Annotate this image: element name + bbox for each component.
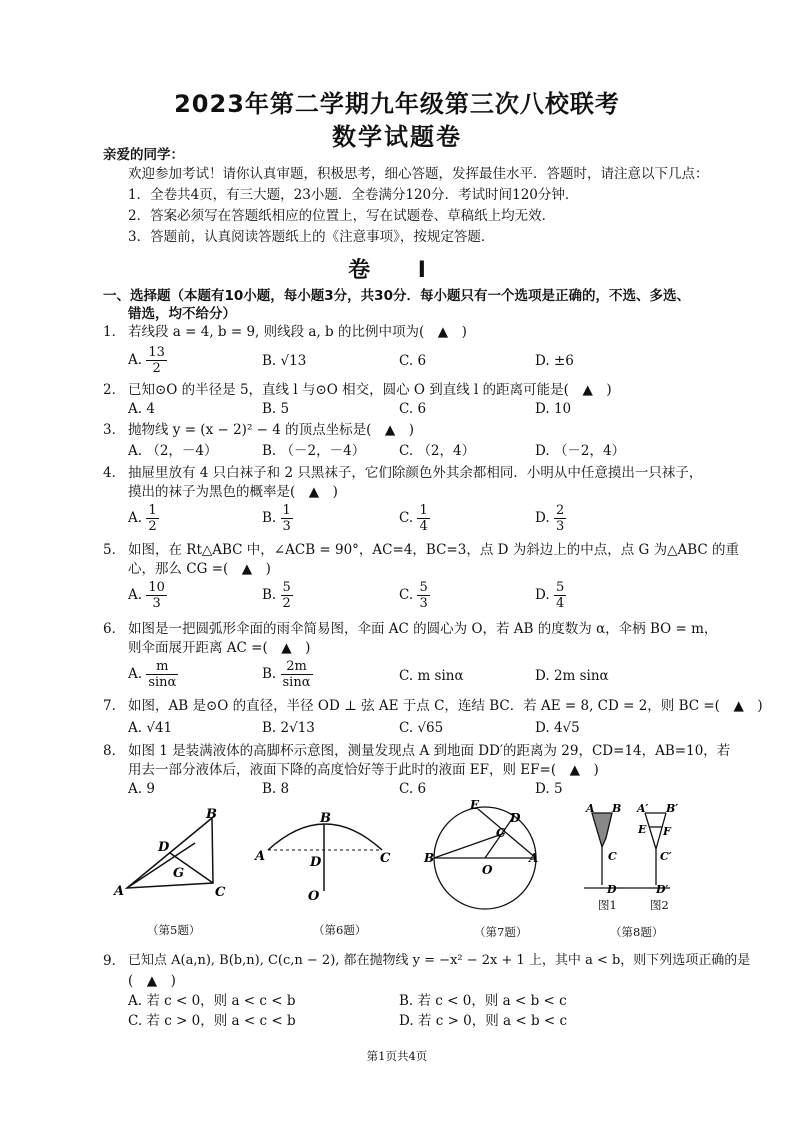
q8-option-b: B. 8 xyxy=(262,781,290,797)
caption-q5: （第5题） xyxy=(147,923,201,937)
note-1: 1．全卷共4页，有三大题，23小题．全卷满分120分．考试时间120分钟． xyxy=(128,187,579,203)
q7-option-c: C. √65 xyxy=(399,720,444,736)
q9-number: 9． xyxy=(103,953,126,969)
svg-text:C: C xyxy=(215,885,226,900)
q9-option-d: D. 若 c > 0，则 a < b < c xyxy=(399,1013,568,1029)
caption-q7: （第7题） xyxy=(474,925,528,939)
q1-option-d: D. ±6 xyxy=(535,353,574,369)
q3-option-b: B. （－2，－4） xyxy=(262,443,366,459)
q5-option-d: D. $\frac{5}{4}$ xyxy=(535,580,565,611)
q9-option-c: C. 若 c > 0，则 a < c < b xyxy=(128,1013,296,1029)
svg-text:D: D xyxy=(310,855,322,870)
svg-text:B: B xyxy=(320,811,331,826)
svg-text:A: A xyxy=(255,849,266,864)
svg-text:A: A xyxy=(586,802,595,815)
greeting: 亲爱的同学： xyxy=(103,147,184,163)
figure-6-umbrella xyxy=(268,824,382,891)
svg-text:B′: B′ xyxy=(666,802,679,815)
q4-option-c: C. $\frac{1}{4}$ xyxy=(399,503,428,534)
figure-7-circle xyxy=(434,807,539,909)
caption-fig1: 图1 xyxy=(598,898,617,912)
q8-option-c: C. 6 xyxy=(399,781,427,797)
q3-option-a: A. （2，－4） xyxy=(128,443,218,459)
q1-stem: 若线段 a = 4, b = 9, 则线段 a, b 的比例中项为( ▲ ) xyxy=(128,324,467,340)
q4-option-a: A. $\frac{1}{2}$ xyxy=(128,503,157,534)
svg-text:B: B xyxy=(612,802,622,815)
q3-number: 3． xyxy=(103,422,126,438)
q6-option-a: A. $\frac{m}{\sin\alpha}$ xyxy=(128,659,177,690)
q2-option-a: A. 4 xyxy=(128,401,155,417)
q2-option-b: B. 5 xyxy=(262,401,290,417)
q2-option-d: D. 10 xyxy=(535,401,572,417)
q6-stem-cont: 则伞面展开距离 AC =( ▲ ) xyxy=(128,640,311,656)
exam-subtitle: 数学试题卷 xyxy=(332,123,462,151)
svg-text:O: O xyxy=(482,863,493,877)
q8-stem-cont: 用去一部分液体后，液面下降的高度恰好等于此时的液面 EF，则 EF=( ▲ ) xyxy=(128,762,599,778)
q7-number: 7． xyxy=(103,698,126,714)
q7-option-d: D. 4√5 xyxy=(535,720,580,736)
q4-stem: 抽屉里放有 4 只白袜子和 2 只黑袜子，它们除颜色外其余都相同．小明从中任意摸出一只袜子， xyxy=(128,465,703,481)
page-footer: 第1页共4页 xyxy=(366,1049,428,1063)
q5-option-b: B. $\frac{5}{2}$ xyxy=(262,580,291,611)
figure-5-triangle xyxy=(127,818,213,888)
q4-option-b: B. $\frac{1}{3}$ xyxy=(262,503,291,534)
q5-number: 5． xyxy=(103,542,126,558)
q4-stem-cont: 摸出的袜子为黑色的概率是( ▲ ) xyxy=(128,484,338,500)
q1-option-a: A. $\frac{13}{2}$ xyxy=(128,345,165,376)
q5-option-a: A. $\frac{10}{3}$ xyxy=(128,580,165,611)
svg-text:A: A xyxy=(114,884,125,899)
svg-text:E: E xyxy=(470,800,480,812)
q8-option-a: A. 9 xyxy=(128,781,155,797)
intro-text: 欢迎参加考试！请你认真审题，积极思考，细心答题，发挥最佳水平．答题时，请注意以下几点： xyxy=(128,166,709,182)
svg-text:A: A xyxy=(529,851,539,865)
q7-option-a: A. √41 xyxy=(128,720,173,736)
q6-stem: 如图是一把圆弧形伞面的雨伞简易图，伞面 AC 的圆心为 O，若 AB 的度数为 α，伞柄 BO = m， xyxy=(128,621,718,637)
q6-option-b: B. $\frac{2m}{\sin\alpha}$ xyxy=(262,659,311,690)
note-3: 3．答题前，认真阅读答题纸上的《注意事项》，按规定答题． xyxy=(128,229,495,245)
figure-8-goblets xyxy=(584,813,670,888)
svg-text:A′: A′ xyxy=(637,802,649,815)
svg-text:C: C xyxy=(608,850,617,863)
svg-text:F: F xyxy=(663,825,671,838)
caption-q8: （第8题） xyxy=(610,925,664,939)
q8-option-d: D. 5 xyxy=(535,781,563,797)
q1-option-b: B. √13 xyxy=(262,353,307,369)
svg-text:B: B xyxy=(206,807,217,822)
q8-number: 8． xyxy=(103,743,126,759)
q3-stem: 抛物线 y = (x − 2)² − 4 的顶点坐标是( ▲ ) xyxy=(128,422,415,438)
q6-number: 6． xyxy=(103,621,126,637)
svg-text:O: O xyxy=(308,889,320,904)
q2-number: 2． xyxy=(103,382,126,398)
svg-text:D′: D′ xyxy=(656,883,669,896)
q8-stem: 如图 1 是装满液体的高脚杯示意图，测量发现点 A 到地面 DD′的距离为 29，CD=14，AB=10，若 xyxy=(128,743,731,759)
section-title: 卷 Ⅰ xyxy=(348,258,446,283)
svg-text:D: D xyxy=(158,840,170,855)
note-2: 2．答案必须写在答题纸相应的位置上，写在试题卷、草稿纸上均无效． xyxy=(128,208,556,224)
q9-stem: 已知点 A(a,n), B(b,n), C(c,n − 2), 都在抛物线 y = −x² − 2x + 1 上，其中 a < b，则下列选项正确的是 xyxy=(128,953,751,968)
q5-stem-cont: 心，那么 CG =( ▲ ) xyxy=(128,561,271,577)
svg-text:D: D xyxy=(510,811,521,825)
part-heading-cont: 错选，均不给分） xyxy=(128,306,236,322)
exam-title: 2023年第二学期九年级第三次八校联考 xyxy=(174,90,620,118)
q4-number: 4． xyxy=(103,465,126,481)
q6-option-d: D. 2m sinα xyxy=(535,668,609,684)
q9-stem-cont: ( ▲ ) xyxy=(128,973,176,989)
q3-option-d: D. （－2，4） xyxy=(535,443,626,459)
svg-text:D: D xyxy=(607,883,617,896)
q9-option-b: B. 若 c < 0，则 a < b < c xyxy=(399,993,567,1009)
part-heading: 一、选择题（本题有10小题，每小题3分，共30分．每小题只有一个选项是正确的，不选、多选、 xyxy=(103,288,690,304)
q9-option-a: A. 若 c < 0，则 a < c < b xyxy=(128,993,296,1009)
q2-stem: 已知⊙O 的半径是 5，直线 l 与⊙O 相交，圆心 O 到直线 l 的距离可能是( ▲ ) xyxy=(128,382,612,398)
q6-option-c: C. m sinα xyxy=(399,668,464,684)
svg-text:C: C xyxy=(496,826,506,840)
caption-fig2: 图2 xyxy=(650,898,669,912)
q5-option-c: C. $\frac{5}{3}$ xyxy=(399,580,428,611)
q7-stem: 如图，AB 是⊙O 的直径，半径 OD ⊥ 弦 AE 于点 C，连结 BC．若 AE = 8, CD = 2，则 BC =( ▲ ) xyxy=(128,698,763,714)
q5-stem: 如图，在 Rt△ABC 中，∠ACB = 90°，AC=4，BC=3，点 D 为斜边上的中点，点 G 为△ABC 的重 xyxy=(128,542,740,558)
q1-number: 1． xyxy=(103,324,126,340)
svg-text:C′: C′ xyxy=(660,850,672,863)
caption-q6: （第6题） xyxy=(313,923,367,937)
svg-text:E: E xyxy=(638,823,647,836)
q1-option-c: C. 6 xyxy=(399,353,427,369)
q2-option-c: C. 6 xyxy=(399,401,427,417)
svg-text:C: C xyxy=(380,851,391,866)
q3-option-c: C. （2，4） xyxy=(399,443,476,459)
q7-option-b: B. 2√13 xyxy=(262,720,315,736)
q4-option-d: D. $\frac{2}{3}$ xyxy=(535,503,565,534)
svg-text:B: B xyxy=(424,851,435,865)
svg-text:G: G xyxy=(173,866,185,881)
